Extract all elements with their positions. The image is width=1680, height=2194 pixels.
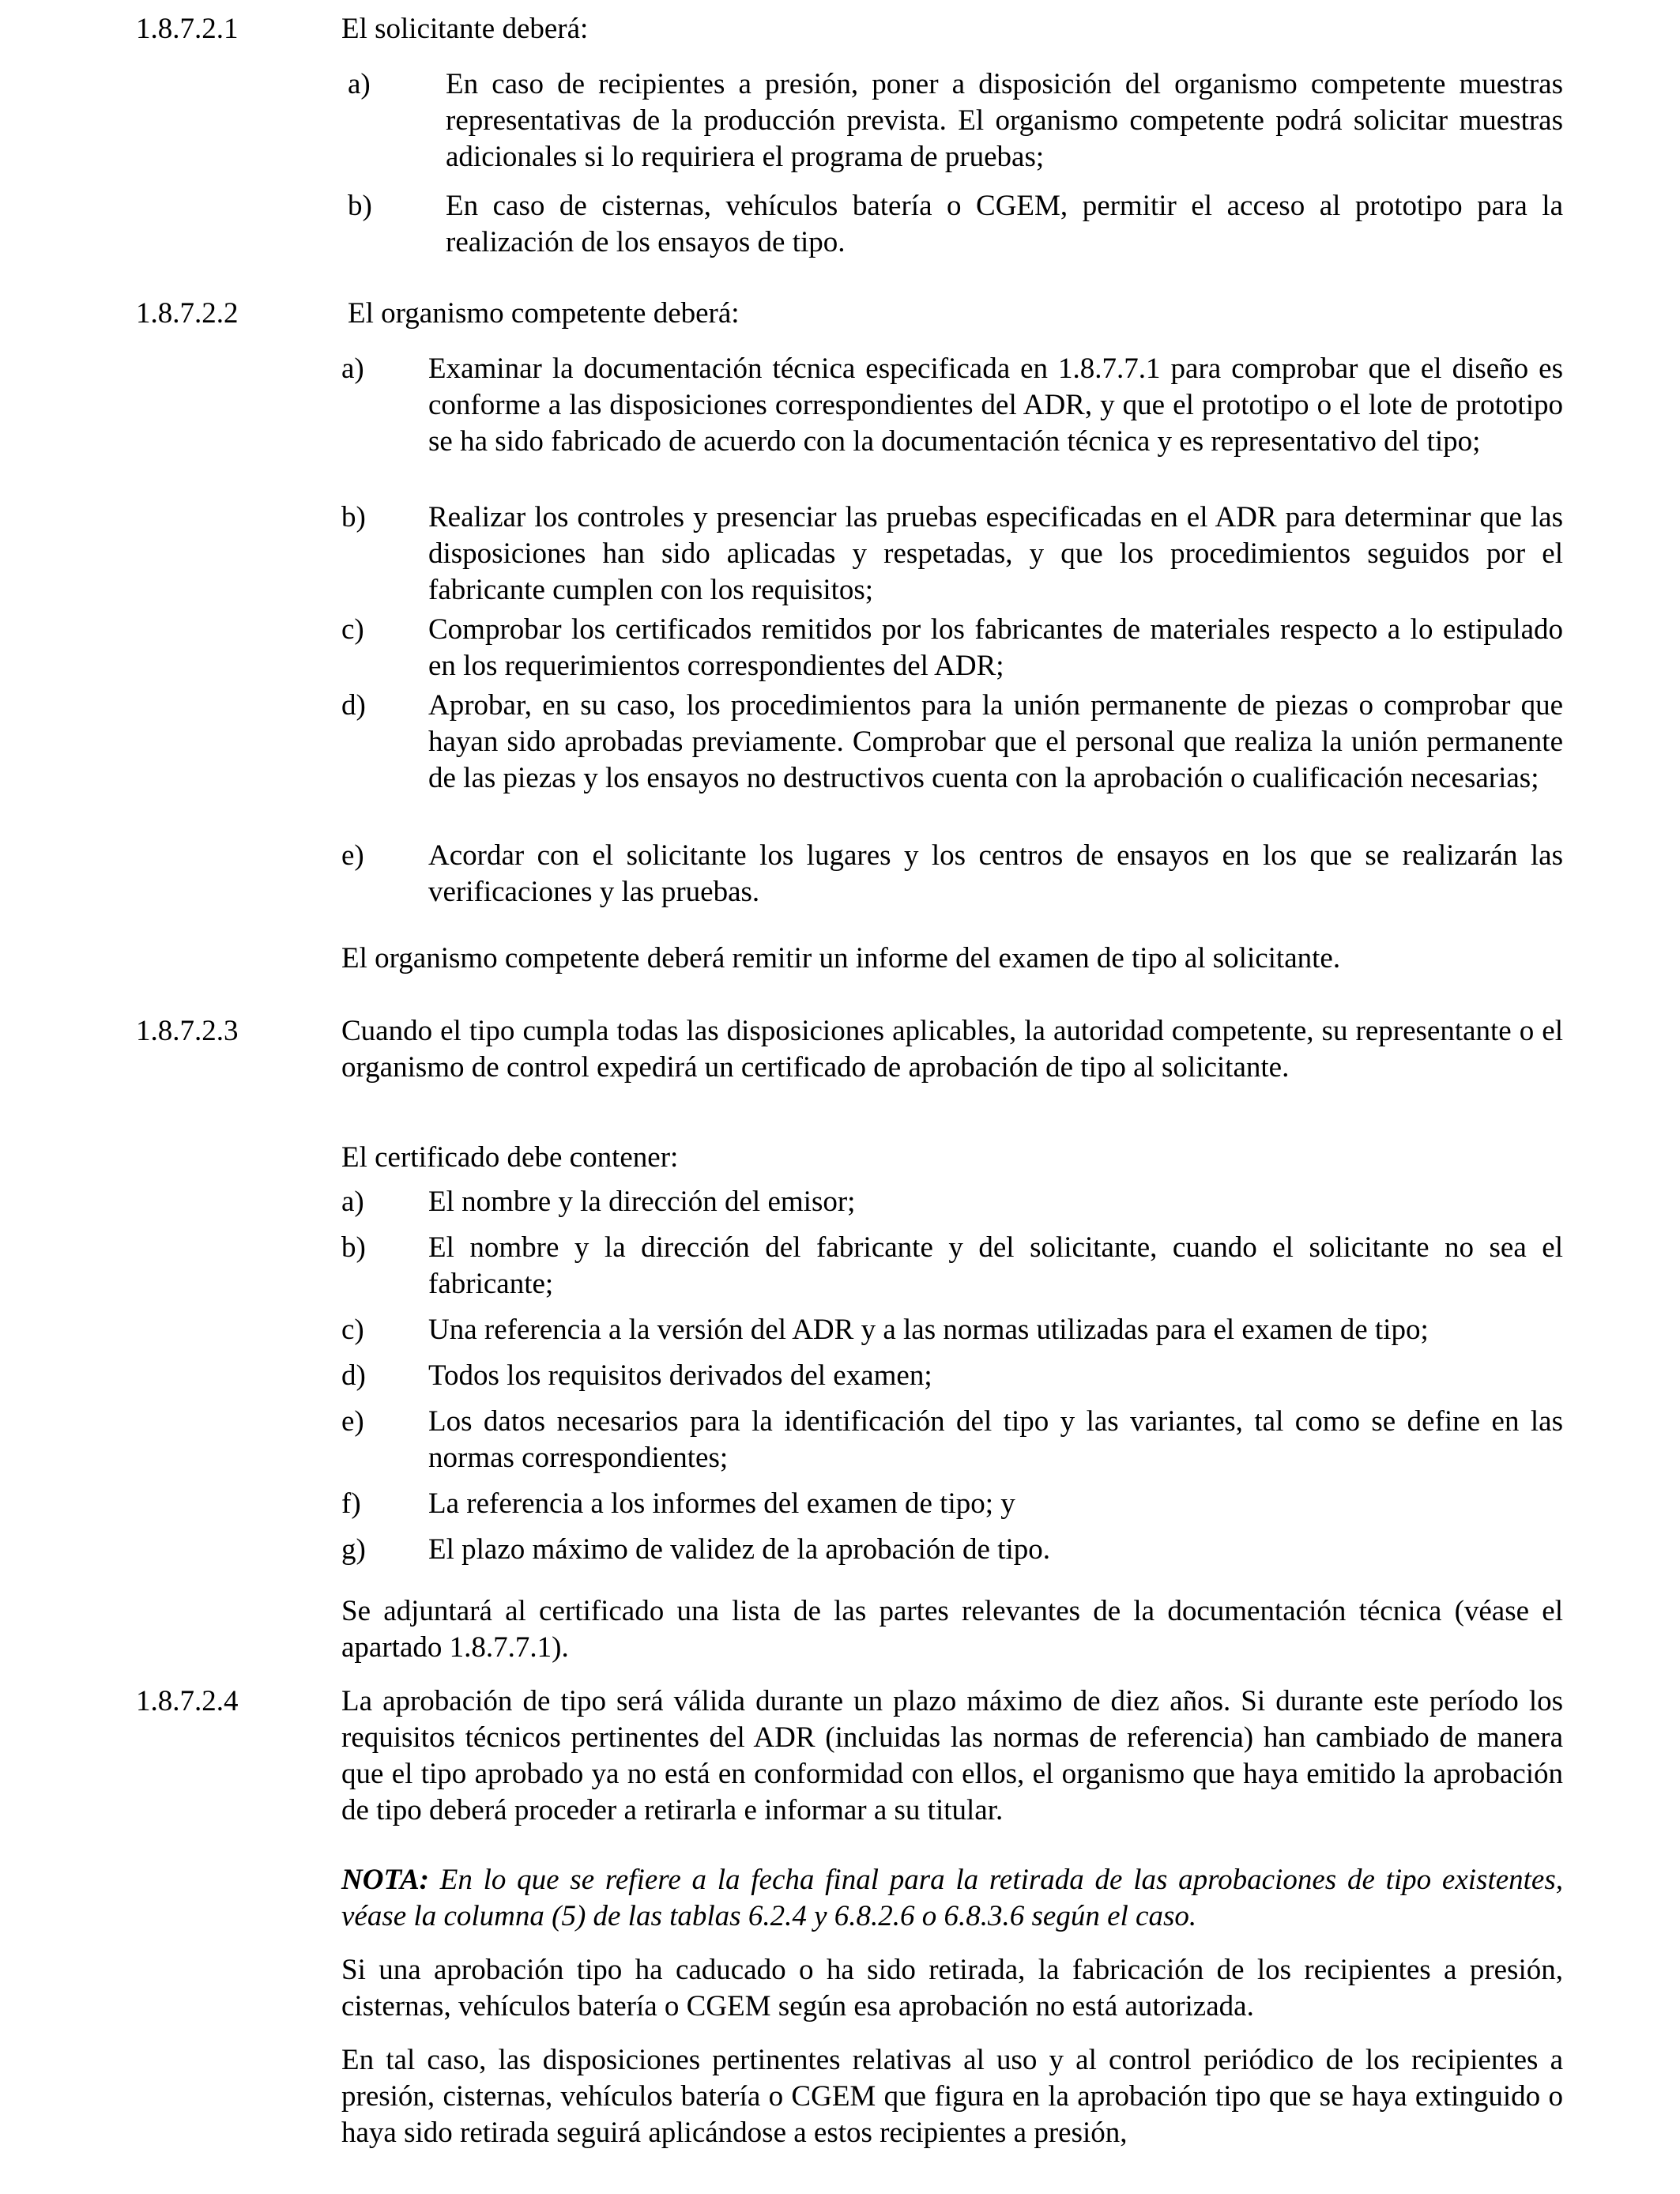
list-item (341, 1312, 1563, 1358)
item-text: Una referencia a la versión del ADR y a las normas utilizadas para el examen de tipo; (428, 1314, 1429, 1346)
item-text: El nombre y la dirección del emisor; (428, 1186, 856, 1218)
item-text: En caso de recipientes a presión, poner a disposición del organismo competente muestras representativas de la producción prevista. El organismo competente podrá solicitar muestras adicionales si lo requiriera el programa de pruebas; (446, 68, 1563, 173)
list-item (341, 1358, 1563, 1404)
item-letter: f) (341, 1487, 361, 1520)
note-text: En lo que se refiere a la fecha final para la retirada de las aprobaciones de tipo existentes, véase la columna (5) de las tablas 6.2.4 y 6.8.2.6 o 6.8.3.6 según el caso. (341, 1864, 1563, 1932)
item-letter: g) (341, 1533, 366, 1566)
section-closing: El organismo competente deberá remitir un informe del examen de tipo al solicitante. (341, 942, 1341, 974)
section-intro: El solicitante deberá: (341, 13, 589, 45)
list-item (341, 688, 1563, 838)
list-item (341, 612, 1563, 688)
section-paragraph: En tal caso, las disposiciones pertinentes relativas al uso y al control periódico de los recipientes a presión, cisternas, vehículos batería o CGEM que figura en la aprobación tipo que se haya extinguido o haya sido retirada seguirá aplicándose a estos recipientes a presión, (341, 2044, 1563, 2149)
item-text: En caso de cisternas, vehículos batería o CGEM, permitir el acceso al prototipo para la realización de los ensayos de tipo. (446, 190, 1563, 258)
item-text: El plazo máximo de validez de la aprobación de tipo. (428, 1533, 1050, 1566)
section-paragraph: Si una aprobación tipo ha caducado o ha sido retirada, la fabricación de los recipientes a presión, cisternas, vehículos batería o CGEM según esa aprobación no está autorizada. (341, 1954, 1563, 2022)
item-letter: a) (341, 352, 364, 385)
item-letter: e) (341, 1405, 364, 1438)
section-intro: El organismo competente deberá: (348, 297, 740, 330)
item-letter: b) (341, 501, 366, 533)
list-item (341, 499, 1563, 612)
requirements-list (348, 66, 1563, 261)
item-text: Realizar los controles y presenciar las pruebas especificadas en el ADR para determinar que las disposiciones han sido aplicadas y respetadas, y que los procedimientos seguidos por el fabricante cumplen con los requisitos; (428, 501, 1563, 606)
section-number: 1.8.7.2.2 (136, 297, 239, 330)
item-letter: d) (341, 1359, 366, 1392)
list-item (348, 66, 1563, 179)
list-item (348, 188, 1563, 261)
item-letter: c) (341, 1314, 364, 1346)
certificate-contents-list (341, 1184, 1563, 1578)
item-text: Aprobar, en su caso, los procedimientos para la unión permanente de piezas o comprobar que hayan sido aprobadas previamente. Comprobar que el personal que realiza la unión permanente de las piezas y los ensayos no destructivos cuenta con la aprobación o cualificación necesarias; (428, 689, 1563, 794)
item-letter: a) (348, 68, 371, 100)
item-letter: d) (341, 689, 366, 722)
requirements-list (341, 351, 1563, 914)
section-paragraph: Cuando el tipo cumpla todas las disposiciones aplicables, la autoridad competente, su representante o el organismo de control expedirá un certificado de aprobación de tipo al solicitante. (341, 1015, 1563, 1084)
item-text: Los datos necesarios para la identificación del tipo y las variantes, tal como se define en las normas correspondientes; (428, 1405, 1563, 1474)
list-item (341, 1486, 1563, 1532)
note-paragraph (341, 1862, 1563, 1935)
section-number: 1.8.7.2.3 (136, 1015, 239, 1047)
note-label: NOTA: (341, 1864, 429, 1896)
list-item (341, 1532, 1563, 1578)
list-item (341, 1184, 1563, 1230)
item-letter: e) (341, 839, 364, 872)
item-text: Todos los requisitos derivados del examen; (428, 1359, 932, 1392)
item-letter: a) (341, 1186, 364, 1218)
item-text: El nombre y la dirección del fabricante y del solicitante, cuando el solicitante no sea el fabricante; (428, 1231, 1563, 1300)
item-letter: b) (341, 1231, 366, 1264)
section-intro: El certificado debe contener: (341, 1141, 679, 1174)
item-letter: b) (348, 190, 372, 222)
list-item (341, 351, 1563, 499)
item-text: Comprobar los certificados remitidos por los fabricantes de materiales respecto a lo estipulado en los requerimientos correspondientes del ADR; (428, 613, 1563, 682)
list-item (341, 1230, 1563, 1312)
section-number: 1.8.7.2.4 (136, 1685, 239, 1717)
item-text: La referencia a los informes del examen de tipo; y (428, 1487, 1015, 1520)
section-paragraph: La aprobación de tipo será válida durante un plazo máximo de diez años. Si durante este período los requisitos técnicos pertinentes del ADR (incluidas las normas de referencia) han cambiado de manera que el tipo aprobado ya no está en conformidad con ellos, el organismo que haya emitido la aprobación de tipo deberá proceder a retirarla e informar a su titular. (341, 1685, 1563, 1826)
list-item (341, 1404, 1563, 1486)
section-number: 1.8.7.2.1 (136, 13, 239, 45)
list-item (341, 838, 1563, 914)
item-text: Acordar con el solicitante los lugares y los centros de ensayos en los que se realizarán las verificaciones y las pruebas. (428, 839, 1563, 908)
section-closing: Se adjuntará al certificado una lista de las partes relevantes de la documentación técnica (véase el apartado 1.8.7.7.1). (341, 1595, 1563, 1664)
item-letter: c) (341, 613, 364, 646)
item-text: Examinar la documentación técnica especificada en 1.8.7.7.1 para comprobar que el diseño es conforme a las disposiciones correspondientes del ADR, y que el prototipo o el lote de prototipo se ha sido fabricado de acuerdo con la documentación técnica y es representativo del tipo; (428, 352, 1563, 458)
